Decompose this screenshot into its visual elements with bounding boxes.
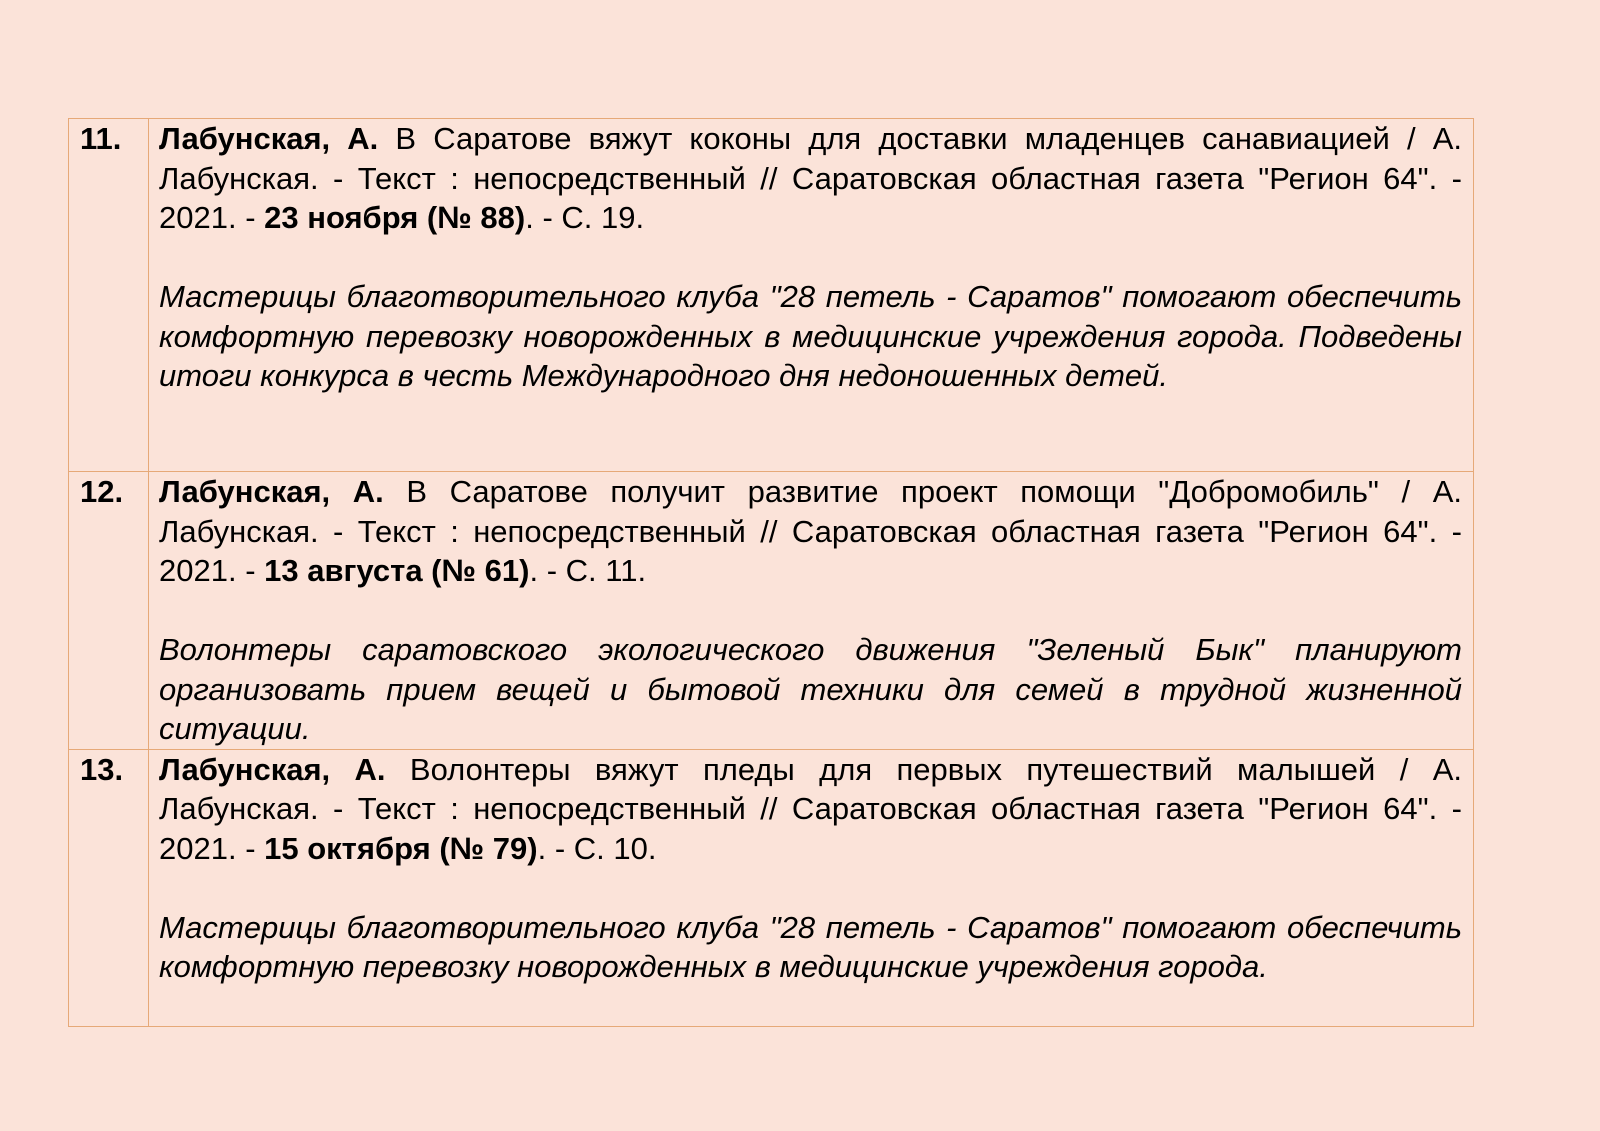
author: Лабунская, А. bbox=[159, 121, 379, 156]
title-and-source: В Саратове получит развитие проект помощи "Добромобиль" / А. Лабунская. - Текст : непосредственный // Саратовская областная газета "Регион 64". - 2021. - bbox=[159, 474, 1462, 588]
entry-number: 11. bbox=[69, 119, 149, 472]
annotation: Волонтеры саратовского экологического движения "Зеленый Бык" планируют организовать прием вещей и бытовой техники для семей в трудной жизненной ситуации. bbox=[159, 632, 1462, 746]
entry-body bbox=[149, 472, 1474, 750]
entry-number: 13. bbox=[69, 749, 149, 1026]
entry-body bbox=[149, 749, 1474, 1026]
title-and-source: В Саратове вяжут коконы для доставки младенцев санавиацией / А. Лабунская. - Текст : непосредственный // Саратовская областная газета "Регион 64". - 2021. - bbox=[159, 121, 1462, 235]
bibliography-entry bbox=[69, 472, 1474, 750]
issue-date: 15 октября (№ 79) bbox=[264, 830, 538, 866]
citation bbox=[159, 750, 1462, 869]
bibliography-entry bbox=[69, 119, 1474, 472]
annotation: Мастерицы благотворительного клуба "28 петель - Саратов" помогают обеспечить комфортную перевозку новорожденных в медицинские учреждения города. Подведены итоги конкурса в честь Международного дня недоношенных детей. bbox=[159, 279, 1462, 393]
entry-number: 12. bbox=[69, 472, 149, 750]
bibliography-entry bbox=[69, 749, 1474, 1026]
title-and-source: Волонтеры вяжут пледы для первых путешествий малышей / А. Лабунская. - Текст : непосредственный // Саратовская областная газета "Регион 64". - 2021. - bbox=[159, 751, 1463, 866]
entry-body bbox=[149, 119, 1474, 472]
page-ref: . - С. 11. bbox=[529, 553, 647, 588]
citation bbox=[159, 472, 1462, 591]
citation bbox=[159, 119, 1462, 238]
page-ref: . - С. 10. bbox=[537, 830, 657, 866]
issue-date: 13 августа (№ 61) bbox=[264, 553, 530, 588]
page-ref: . - С. 19. bbox=[525, 200, 645, 235]
author: Лабунская, А. bbox=[159, 751, 386, 787]
bibliography-table bbox=[68, 118, 1474, 1027]
author: Лабунская, А. bbox=[159, 474, 384, 509]
issue-date: 23 ноября (№ 88) bbox=[264, 200, 526, 235]
annotation: Мастерицы благотворительного клуба "28 петель - Саратов" помогают обеспечить комфортную перевозку новорожденных в медицинские учреждения города. bbox=[159, 909, 1462, 984]
